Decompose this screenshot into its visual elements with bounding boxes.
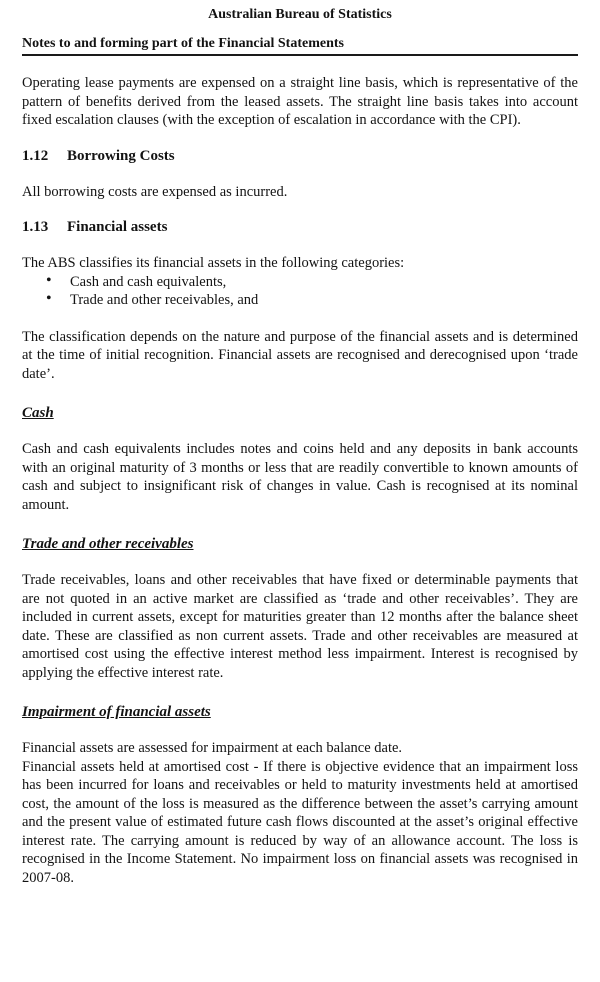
section-number: 1.13 <box>22 219 49 235</box>
paragraph-impairment-detail: Financial assets held at amortised cost - If there is objective evidence that an impairment loss has been incurred for loans and receivables or held to maturity investments held at amortised cost, the amount of the loss is measured as the difference between the asset’s carrying amount and the present value of estimated future cash flows discounted at the asset’s original effective interest rate. The carrying amount is reduced by way of an allowance account. The loss is recognised in the Income Statement. No impairment loss on financial assets was recognised in 2007-08. <box>22 758 578 886</box>
paragraph-classifies-intro: The ABS classifies its financial assets in the following categories: <box>22 255 405 271</box>
heading-impairment-of-financial-assets: Impairment of financial assets <box>22 704 211 720</box>
section-title: Borrowing Costs <box>67 147 175 164</box>
paragraph-classification: The classification depends on the nature and purpose of the financial assets and is determined at the time of initial recognition. Financial assets are recognised and derecognised upon ‘trade date’. <box>22 328 578 382</box>
list-item: • Trade and other receivables, and <box>22 291 578 310</box>
paragraph-impairment-assessed: Financial assets are assessed for impairment at each balance date. <box>22 740 403 756</box>
section-heading-1-12 <box>22 147 578 165</box>
paragraph-cash: Cash and cash equivalents includes notes and coins held and any deposits in bank accounts with an original maturity of 3 months or less that are readily convertible to known amounts of cash and subject to insignificant risk of changes in value. Cash is recognised at its nominal amount. <box>22 441 578 513</box>
paragraph-operating-lease: Operating lease payments are expensed on a straight line basis, which is representative of the pattern of benefits derived from the leased assets. The straight line basis takes into account fixed escalation clauses (with the exception of escalation in accordance with the CPI). <box>22 75 578 128</box>
paragraph-trade-receivables: Trade receivables, loans and other receivables that have fixed or determinable payments that are not quoted in an active market are classified as ‘trade and other receivables’. They are included in current assets, except for maturities greater than 12 months after the balance sheet date. These are classified as non current assets. Trade and other receivables are measured at amortised cost using the effective interest method less impairment. Interest is recognised by applying the effective interest rate. <box>22 572 578 681</box>
heading-trade-and-other-receivables: Trade and other receivables <box>22 536 194 552</box>
document-title: Australian Bureau of Statistics <box>208 7 392 22</box>
list-item: • Cash and cash equivalents, <box>22 273 578 292</box>
heading-cash: Cash <box>22 405 54 421</box>
section-heading-1-13 <box>22 218 578 236</box>
section-title: Financial assets <box>67 219 168 235</box>
paragraph-borrowing-costs: All borrowing costs are expensed as incurred. <box>22 183 288 200</box>
document-subheader: Notes to and forming part of the Financial Statements <box>22 36 578 56</box>
financial-assets-bullet-list <box>22 273 578 310</box>
section-number: 1.12 <box>22 147 49 164</box>
